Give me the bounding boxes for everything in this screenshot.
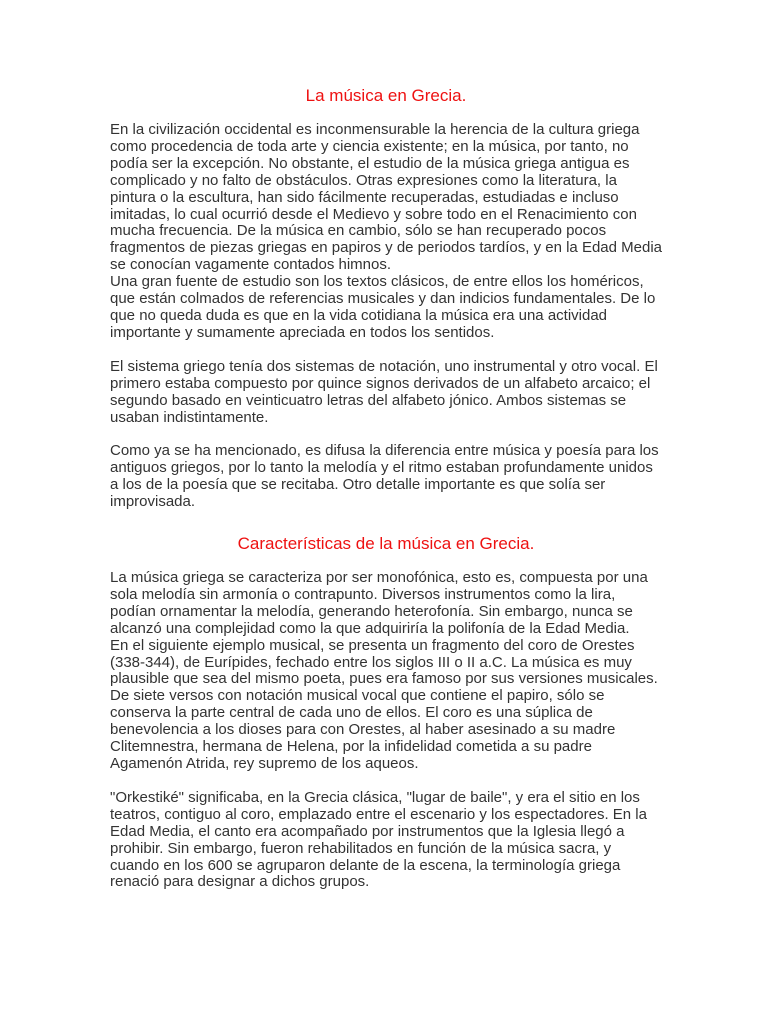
document-body: [110, 86, 662, 891]
section-heading-caracteristicas: Características de la música en Grecia.: [237, 534, 535, 554]
paragraph-notacion: El sistema griego tenía dos sistemas de notación, uno instrumental y otro vocal. El primero estaba compuesto por quince signos derivados de un alfabeto arcaico; el segundo basado en veinticuatro letras del alfabeto jónico. Ambos sistemas se usaban indistintamente.: [110, 357, 658, 426]
paragraph-orkestike: "Orkestiké" significaba, en la Grecia clásica, "lugar de baile", y era el sitio en los teatros, contiguo al coro, emplazado entre el escenario y los espectadores. En la Edad Media, el canto era acompañado por instrumentos que la Iglesia llegó a prohibir. Sin embargo, fueron rehabilitados en función de la música sacra, y cuando en los 600 se agruparon delante de la escena, la terminología griega renació para designar a dichos grupos.: [110, 788, 647, 891]
paragraph-civilizacion: En la civilización occidental es inconmensurable la herencia de la cultura griega como procedencia de toda arte y ciencia existente; en la música, por tanto, no podía ser la excepción. No obstante, el estudio de la música griega antigua es complicado y no falto de obstáculos. Otras expresiones como la literatura, la pintura o la escultura, han sido fácilmente recuperadas, estudiadas e incluso imitadas, lo cual ocurrió desde el Medievo y sobre todo en el Renacimiento con mucha frecuencia. De la música en cambio, sólo se han recuperado pocos fragmentos de piezas griegas en papiros y de periodos tardíos, y en la Edad Media se conocían vagamente contados himnos.: [110, 121, 662, 274]
paragraph-orestes: En el siguiente ejemplo musical, se presenta un fragmento del coro de Orestes (338-344), de Eurípides, fechado entre los siglos III o II a.C. La música es muy plausible que sea del mismo poeta, pues era famoso por sus versiones musicales. De siete versos con notación musical vocal que contiene el papiro, sólo se conserva la parte central de cada uno de ellos. El coro es una súplica de benevolencia a los dioses para con Orestes, al haber asesinado a su madre Clitemnestra, hermana de Helena, por la infidelidad cometida a su padre Agamenón Atrida, rey supremo de los aqueos.: [110, 636, 658, 772]
paragraph-fuentes: Una gran fuente de estudio son los textos clásicos, de entre ellos los homéricos, que están colmados de referencias musicales y dan indicios fundamentales. De lo que no queda duda es que en la vida cotidiana la música era una actividad importante y sumamente apreciada en todos los sentidos.: [110, 273, 656, 341]
paragraph-musica-poesia: Como ya se ha mencionado, es difusa la diferencia entre música y poesía para los antiguos griegos, por lo tanto la melodía y el ritmo estaban profundamente unidos a los de la poesía que se recitaba. Otro detalle importante es que solía ser improvisada.: [110, 442, 659, 511]
page-title: La música en Grecia.: [305, 86, 467, 105]
paragraph-monofonica: La música griega se caracteriza por ser monofónica, esto es, compuesta por una sola melodía sin armonía o contrapunto. Diversos instrumentos como la lira, podían ornamentar la melodía, generando heterofonía. Sin embargo, nunca se alcanzó una complejidad como la que adquiriría la polifonía de la Edad Media.: [110, 569, 648, 637]
